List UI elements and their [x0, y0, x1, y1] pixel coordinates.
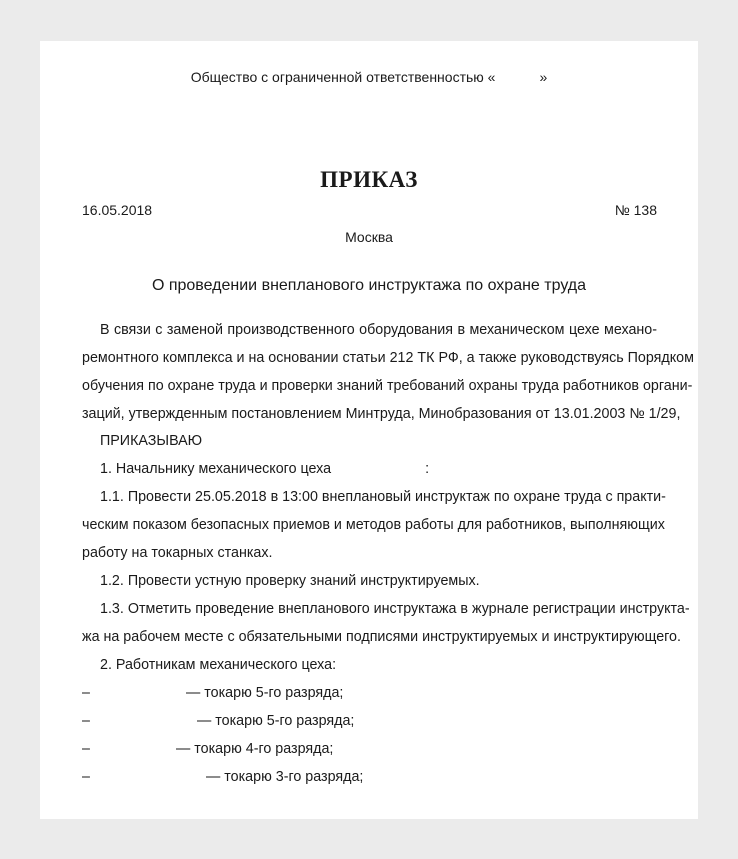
list-dash: –: [82, 685, 90, 701]
item-1-1-line: 1.1. Провести 25.05.2018 в 13:00 внеплановый инструктаж по охране труда с практи-: [100, 489, 666, 505]
worker-role: — токарю 5-го разряда;: [197, 713, 355, 729]
document-date: 16.05.2018: [82, 202, 153, 218]
list-dash: –: [82, 713, 90, 729]
organization-prefix: Общество с ограниченной ответственностью «: [190, 69, 496, 85]
item-1-1-line: ческим показом безопасных приемов и методов работы для работников, выполняющих: [82, 517, 665, 533]
preamble-line: В связи с заменой производственного оборудования в механическом цехе механо-: [100, 322, 657, 338]
item-1: [82, 460, 657, 478]
list-dash: –: [82, 769, 90, 785]
item-1-3-line: жа на рабочем месте с обязательными подписями инструктируемых и инструктирующего.: [82, 629, 681, 645]
document-subject: О проведении внепланового инструктажа по охране труда: [151, 277, 587, 294]
organization-suffix: »: [539, 69, 548, 85]
item-1-1-line: работу на токарных станках.: [82, 545, 273, 561]
worker-role: — токарю 4-го разряда;: [176, 741, 334, 757]
item-1-2: 1.2. Провести устную проверку знаний инструктируемых.: [100, 573, 480, 589]
document-number: № 138: [614, 202, 657, 218]
worker-role: — токарю 3-го разряда;: [206, 769, 364, 785]
preamble-line: ремонтного комплекса и на основании статьи 212 ТК РФ, а также руководствуясь Порядком: [82, 350, 694, 366]
item-2: 2. Работникам механического цеха:: [100, 657, 337, 673]
worker-list-item: [82, 712, 354, 730]
document-city: Москва: [345, 229, 393, 245]
list-dash: –: [82, 741, 90, 757]
item-1-colon: :: [425, 461, 430, 477]
worker-role: — токарю 5-го разряда;: [186, 685, 344, 701]
preamble-line: заций, утвержденным постановлением Минтруда, Минобразования от 13.01.2003 № 1/29,: [82, 406, 681, 422]
worker-list-item: [82, 684, 343, 702]
order-word: ПРИКАЗЫВАЮ: [100, 433, 203, 449]
worker-list-item: [82, 768, 363, 786]
document-title: ПРИКАЗ: [320, 167, 418, 192]
organization-header: [40, 68, 698, 86]
item-1-3-line: 1.3. Отметить проведение внепланового инструктажа в журнале регистрации инструкта-: [100, 601, 690, 617]
item-1-text: 1. Начальнику механического цеха: [100, 461, 332, 477]
preamble-line: обучения по охране труда и проверки знаний требований охраны труда работников органи-: [82, 378, 693, 394]
worker-list-item: [82, 740, 333, 758]
document-page: [40, 41, 698, 819]
